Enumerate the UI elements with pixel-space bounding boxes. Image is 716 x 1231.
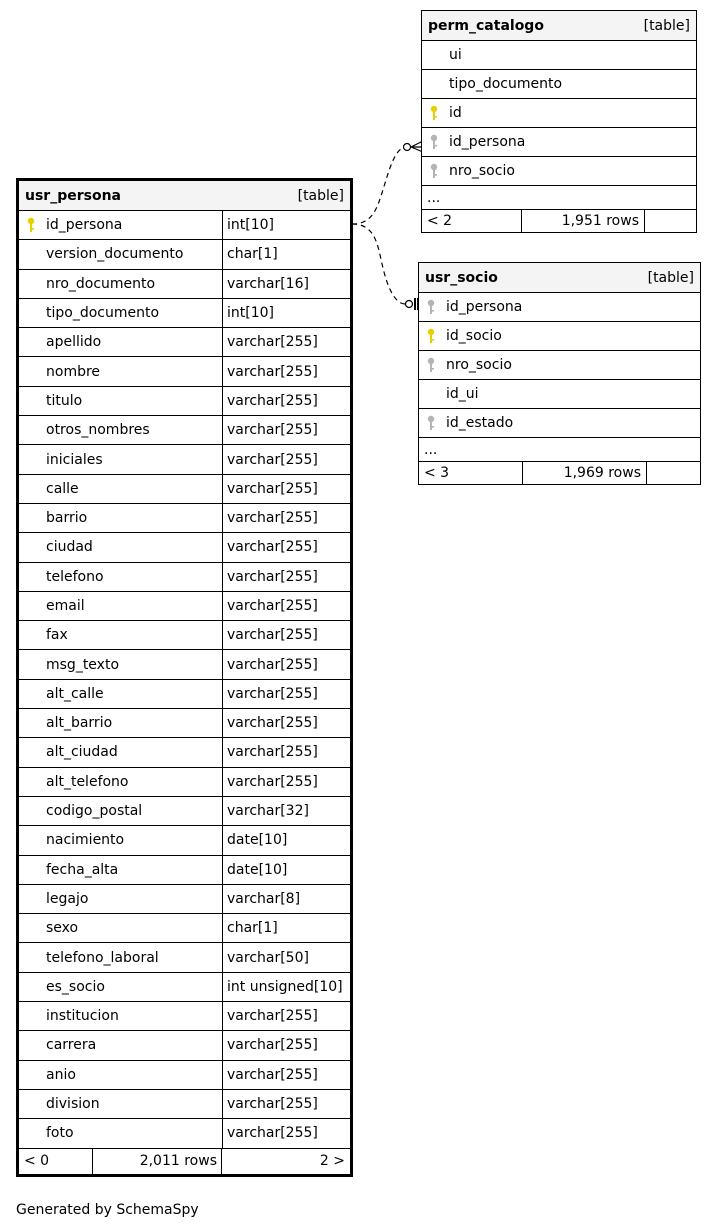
column-name: otros_nombres	[46, 422, 150, 439]
column-name-cell	[19, 680, 223, 708]
children-count	[645, 210, 696, 232]
column-name-cell	[19, 416, 223, 444]
column-type: int[10]	[227, 305, 274, 322]
column-type: varchar[255]	[227, 334, 318, 351]
table-usr-persona[interactable]	[16, 178, 353, 1177]
column-type: varchar[255]	[227, 392, 318, 409]
table-footer	[19, 1149, 350, 1174]
column-name-cell	[19, 270, 223, 298]
column-row-version-documento[interactable]	[19, 240, 350, 269]
column-name: ui	[449, 47, 462, 63]
column-type: int unsigned[10]	[227, 978, 343, 995]
column-name: division	[46, 1096, 100, 1113]
column-row-nombre[interactable]	[19, 357, 350, 386]
column-name: nro_socio	[446, 357, 512, 373]
column-name: id_persona	[446, 299, 523, 315]
column-name-cell	[19, 914, 223, 942]
column-name: alt_telefono	[46, 773, 129, 790]
column-type: varchar[255]	[227, 363, 318, 380]
zero-or-many-marker-perm-catalogo	[404, 144, 411, 151]
row-count: 1,951 rows	[522, 210, 645, 232]
table-perm-catalogo[interactable]	[421, 10, 697, 233]
column-row-nro-documento[interactable]	[19, 270, 350, 299]
column-name-cell	[19, 592, 223, 620]
column-name: telefono	[46, 568, 104, 585]
column-name: foto	[46, 1125, 74, 1142]
column-name: legajo	[46, 890, 89, 907]
column-row-ui[interactable]	[422, 41, 696, 70]
parents-count: < 0	[19, 1149, 93, 1174]
column-name-cell	[422, 128, 696, 156]
column-type: char[1]	[227, 246, 278, 263]
column-type: varchar[8]	[227, 890, 301, 907]
column-name-cell	[419, 380, 700, 408]
column-name: sexo	[46, 920, 79, 937]
column-name-cell	[19, 563, 223, 591]
primary-key-icon	[429, 105, 439, 121]
parents-count: < 2	[422, 210, 522, 232]
column-row-es-socio[interactable]	[19, 973, 350, 1002]
column-name-cell	[19, 1090, 223, 1118]
column-name-cell	[19, 1119, 223, 1147]
table-name: perm_catalogo	[428, 17, 544, 34]
column-name: institucion	[46, 1008, 119, 1025]
column-name-cell	[419, 322, 700, 350]
column-name-cell	[422, 157, 696, 185]
column-name-cell	[422, 41, 696, 69]
column-name-cell	[19, 943, 223, 971]
column-name-cell	[419, 409, 700, 437]
column-name: iniciales	[46, 451, 103, 468]
column-type: varchar[255]	[227, 539, 318, 556]
column-name: email	[46, 598, 85, 614]
column-row-iniciales[interactable]	[19, 445, 350, 474]
column-name: alt_calle	[46, 685, 104, 702]
column-type: varchar[255]	[227, 1125, 318, 1142]
column-name: ciudad	[46, 539, 93, 556]
column-name: nacimiento	[46, 832, 125, 849]
column-row-telefono[interactable]	[19, 563, 350, 592]
column-type: varchar[32]	[227, 803, 309, 820]
column-name-cell	[19, 1061, 223, 1089]
column-name-cell	[19, 738, 223, 766]
column-row-fecha-alta[interactable]	[19, 856, 350, 885]
column-name: apellido	[46, 334, 102, 351]
column-type: varchar[255]	[227, 422, 318, 439]
relationship-persona-to-perm-catalogo	[352, 147, 406, 224]
table-kind: [table]	[647, 269, 694, 286]
table-header	[419, 263, 700, 293]
column-name-cell	[19, 856, 223, 884]
column-name: alt_barrio	[46, 715, 113, 732]
more-columns-indicator: ...	[419, 438, 700, 462]
column-row-apellido[interactable]	[19, 328, 350, 357]
column-row-calle[interactable]	[19, 475, 350, 504]
column-type: varchar[255]	[227, 510, 318, 527]
column-name: tipo_documento	[449, 76, 563, 92]
column-name-cell	[19, 826, 223, 854]
column-name: id_persona	[449, 134, 526, 150]
table-header	[19, 181, 350, 211]
primary-key-icon	[426, 328, 436, 344]
row-count: 2,011 rows	[93, 1149, 222, 1174]
column-name-cell	[19, 768, 223, 796]
column-row-division[interactable]	[19, 1090, 350, 1119]
column-row-id-ui[interactable]	[419, 380, 700, 409]
column-name-cell	[19, 650, 223, 678]
column-row-nacimiento[interactable]	[19, 826, 350, 855]
foreign-key-icon	[426, 357, 436, 373]
column-row-alt-ciudad[interactable]	[19, 738, 350, 767]
column-name-cell	[419, 351, 700, 379]
column-name-cell	[19, 299, 223, 327]
column-name: anio	[46, 1066, 76, 1083]
column-type: varchar[255]	[227, 451, 318, 468]
column-name: id_persona	[46, 217, 123, 234]
column-row-id-estado[interactable]	[419, 409, 700, 438]
column-row-alt-telefono[interactable]	[19, 768, 350, 797]
column-name-cell	[19, 328, 223, 356]
column-row-foto[interactable]	[19, 1119, 350, 1148]
column-row-id-persona[interactable]	[419, 293, 700, 322]
column-name-cell	[19, 709, 223, 737]
column-row-institucion[interactable]	[19, 1002, 350, 1031]
table-name: usr_persona	[25, 187, 121, 204]
column-name-cell	[19, 621, 223, 649]
foreign-key-icon	[426, 415, 436, 431]
column-type: varchar[255]	[227, 744, 318, 761]
row-count: 1,969 rows	[523, 462, 647, 484]
column-row-email[interactable]	[19, 592, 350, 621]
column-row-tipo-documento[interactable]	[422, 70, 696, 99]
table-footer	[422, 210, 696, 232]
column-row-barrio[interactable]	[19, 504, 350, 533]
table-kind: [table]	[297, 187, 344, 204]
column-type: varchar[255]	[227, 627, 318, 644]
column-name-cell	[19, 797, 223, 825]
column-type: varchar[255]	[227, 685, 318, 702]
column-row-anio[interactable]	[19, 1061, 350, 1090]
column-name-cell	[19, 533, 223, 561]
column-type: varchar[255]	[227, 1096, 318, 1113]
column-name-cell	[419, 293, 700, 321]
column-type: varchar[16]	[227, 275, 309, 292]
column-row-id-persona[interactable]	[422, 128, 696, 157]
column-type: varchar[255]	[227, 598, 318, 614]
column-type: int[10]	[227, 217, 274, 234]
column-row-tipo-documento[interactable]	[19, 299, 350, 328]
column-type: varchar[255]	[227, 656, 318, 673]
column-row-codigo-postal[interactable]	[19, 797, 350, 826]
column-name: carrera	[46, 1037, 97, 1054]
column-type: date[10]	[227, 832, 288, 849]
more-columns-indicator: ...	[422, 186, 696, 210]
table-kind: [table]	[643, 17, 690, 34]
parents-count: < 3	[419, 462, 523, 484]
children-count: 2 >	[319, 1153, 345, 1169]
column-name: nombre	[46, 363, 101, 380]
column-row-id-socio[interactable]	[419, 322, 700, 351]
foreign-key-icon	[429, 163, 439, 179]
column-name-cell	[422, 99, 696, 127]
column-name: id_estado	[446, 415, 514, 431]
column-row-titulo[interactable]	[19, 387, 350, 416]
column-type: varchar[50]	[227, 949, 309, 966]
primary-key-icon	[26, 217, 36, 233]
column-name: tipo_documento	[46, 305, 160, 322]
table-footer	[419, 462, 700, 484]
column-row-fax[interactable]	[19, 621, 350, 650]
column-name: id	[449, 105, 462, 121]
column-row-id[interactable]	[422, 99, 696, 128]
column-name-cell	[19, 973, 223, 1001]
column-name-cell	[19, 504, 223, 532]
column-row-nro-socio[interactable]	[422, 157, 696, 186]
column-row-otros-nombres[interactable]	[19, 416, 350, 445]
column-type: varchar[255]	[227, 1008, 318, 1025]
column-row-msg-texto[interactable]	[19, 650, 350, 679]
column-name-cell	[19, 1002, 223, 1030]
column-row-id-persona[interactable]	[19, 211, 350, 240]
column-name-cell	[19, 211, 223, 239]
column-name-cell	[19, 357, 223, 385]
column-type: varchar[255]	[227, 480, 318, 497]
column-type: date[10]	[227, 861, 288, 878]
column-name: telefono_laboral	[46, 949, 159, 966]
column-type: varchar[255]	[227, 715, 318, 732]
column-name: nro_socio	[449, 163, 515, 179]
column-name: id_socio	[446, 328, 502, 344]
column-name: fax	[46, 627, 68, 644]
column-row-alt-barrio[interactable]	[19, 709, 350, 738]
table-usr-socio[interactable]	[418, 262, 701, 485]
foreign-key-icon	[426, 299, 436, 315]
column-name-cell	[19, 445, 223, 473]
column-name-cell	[19, 387, 223, 415]
column-name: codigo_postal	[46, 803, 143, 820]
column-row-nro-socio[interactable]	[419, 351, 700, 380]
column-row-sexo[interactable]	[19, 914, 350, 943]
column-name: titulo	[46, 392, 83, 409]
column-name: msg_texto	[46, 656, 120, 673]
foreign-key-icon	[429, 134, 439, 150]
table-header	[422, 11, 696, 41]
column-row-carrera[interactable]	[19, 1031, 350, 1060]
column-name-cell	[19, 885, 223, 913]
generated-by-label: Generated by SchemaSpy	[16, 1202, 199, 1218]
column-row-alt-calle[interactable]	[19, 680, 350, 709]
column-row-telefono-laboral[interactable]	[19, 943, 350, 972]
column-name-cell	[422, 70, 696, 98]
column-name: fecha_alta	[46, 861, 119, 878]
column-name: alt_ciudad	[46, 744, 118, 761]
column-name-cell	[19, 240, 223, 268]
column-name: barrio	[46, 510, 88, 527]
column-name: calle	[46, 480, 79, 497]
column-row-legajo[interactable]	[19, 885, 350, 914]
column-name-cell	[19, 475, 223, 503]
column-type: varchar[255]	[227, 1037, 318, 1054]
column-type: varchar[255]	[227, 1066, 318, 1083]
column-name: nro_documento	[46, 275, 156, 292]
column-name: es_socio	[46, 978, 105, 995]
column-row-ciudad[interactable]	[19, 533, 350, 562]
zero-or-one-marker-usr-socio	[406, 301, 413, 308]
relationship-persona-to-usr-socio	[352, 224, 405, 304]
table-name: usr_socio	[425, 269, 498, 286]
column-type: varchar[255]	[227, 773, 318, 790]
column-name-cell	[19, 1031, 223, 1059]
column-name: id_ui	[446, 386, 479, 402]
column-name: version_documento	[46, 246, 184, 263]
column-type: char[1]	[227, 920, 278, 937]
children-count	[647, 462, 700, 484]
column-type: varchar[255]	[227, 568, 318, 585]
